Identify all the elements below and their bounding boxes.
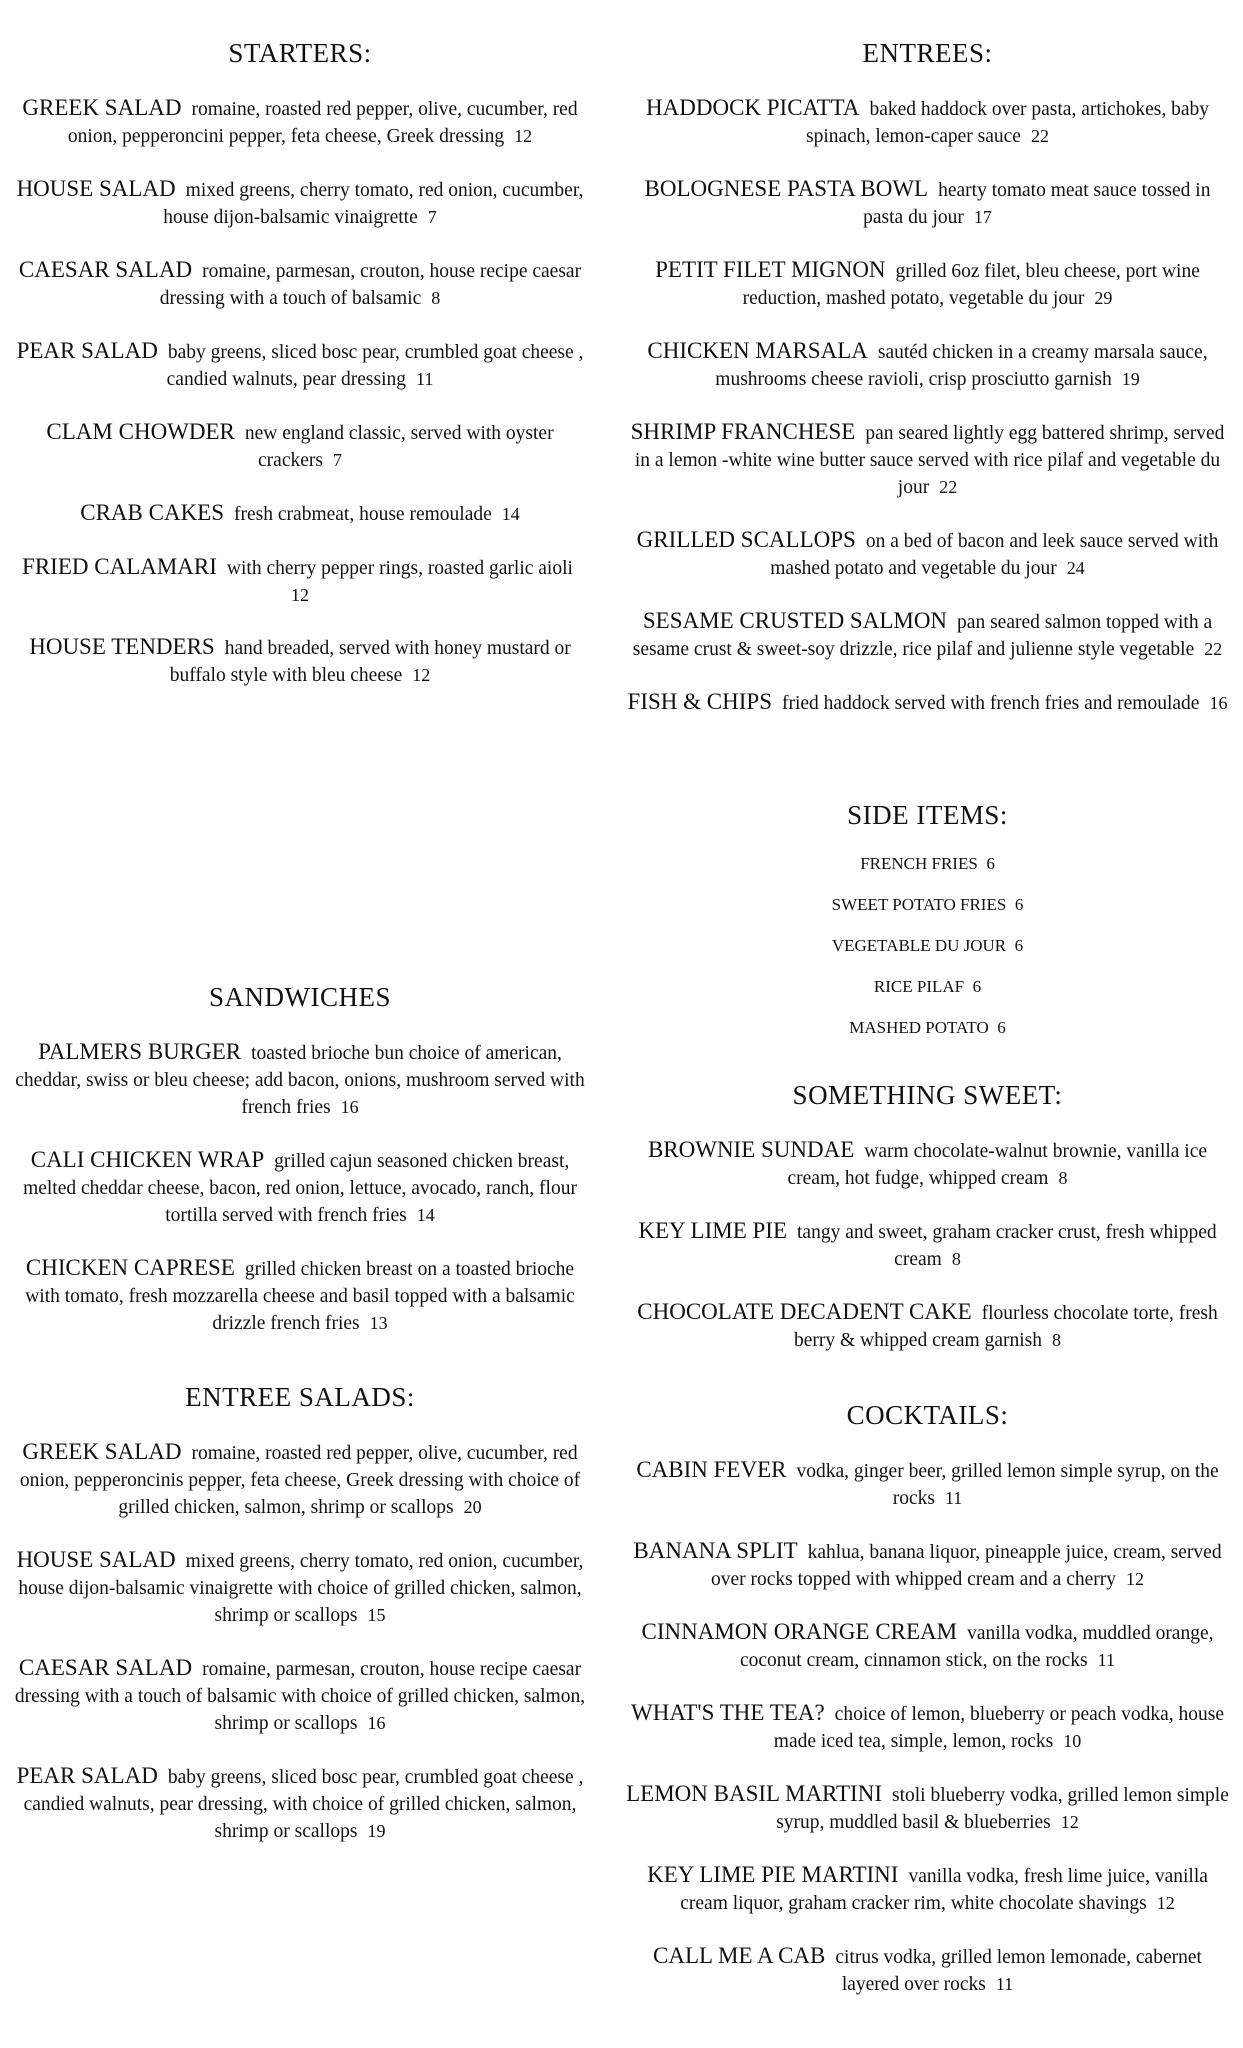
item-name: KEY LIME PIE MARTINI [647, 1862, 899, 1887]
item-description: grilled chicken breast on a toasted brioche with tomato, fresh mozzarella cheese and basil topped with a balsamic drizzle french fries [25, 1259, 575, 1334]
item-price: 6 [972, 977, 982, 996]
entrees-section [612, 38, 1243, 743]
menu-item [0, 1255, 600, 1337]
item-price: 6 [1014, 895, 1024, 914]
item-price: 7 [332, 450, 342, 470]
item-name: CAESAR SALAD [18, 257, 193, 282]
item-price: 12 [1060, 1812, 1079, 1832]
item-name: VEGETABLE DU JOUR [831, 936, 1007, 955]
item-price: 29 [1094, 288, 1113, 308]
item-name: FRIED CALAMARI [22, 554, 217, 579]
item-price: 11 [944, 1488, 963, 1508]
item-price: 8 [431, 288, 441, 308]
item-price: 14 [416, 1205, 435, 1225]
item-description: baby greens, sliced bosc pear, crumbled goat cheese , candied walnuts, pear dressing, with choice of grilled chicken, salmon, shrimp or scallops [23, 1767, 584, 1842]
starters-section [0, 38, 600, 715]
item-description: with cherry pepper rings, roasted garlic aioli [226, 558, 573, 579]
item-price: 6 [1014, 936, 1024, 955]
menu-item [612, 338, 1243, 393]
side-item [612, 1017, 1243, 1039]
item-name: HOUSE SALAD [16, 1547, 176, 1572]
item-price: 12 [291, 585, 309, 605]
item-description: pan seared lightly egg battered shrimp, served in a lemon -white wine butter sauce served with rice pilaf and vegetable du jour [634, 423, 1225, 498]
item-price: 11 [995, 1974, 1014, 1994]
item-price: 12 [1126, 1569, 1144, 1589]
item-description: new england classic, served with oyster crackers [244, 423, 554, 471]
item-name: HOUSE TENDERS [29, 634, 215, 659]
menu-item [612, 1457, 1243, 1512]
item-name: CLAM CHOWDER [46, 419, 235, 444]
menu-item [612, 1781, 1243, 1836]
item-name: WHAT'S THE TEA? [631, 1700, 825, 1725]
menu-item [0, 176, 600, 231]
item-price: 22 [939, 477, 958, 497]
item-price: 8 [1058, 1168, 1068, 1188]
item-name: BANANA SPLIT [633, 1538, 798, 1563]
item-description: grilled 6oz filet, bleu cheese, port wine reduction, mashed potato, vegetable du jour [742, 261, 1200, 309]
item-description: warm chocolate-walnut brownie, vanilla ice cream, hot fudge, whipped cream [787, 1141, 1208, 1189]
side-items-section [612, 800, 1243, 1058]
item-name: FISH & CHIPS [627, 689, 772, 714]
menu-item [612, 689, 1243, 717]
item-description: vanilla vodka, fresh lime juice, vanilla cream liquor, graham cracker rim, white chocolate shavings [680, 1866, 1208, 1914]
menu-item [612, 1538, 1243, 1593]
item-description: tangy and sweet, graham cracker crust, fresh whipped cream [797, 1222, 1217, 1270]
section-title: STARTERS: [228, 38, 372, 68]
menu-item [612, 1943, 1243, 1998]
menu-item [612, 1218, 1243, 1273]
item-price: 16 [340, 1097, 359, 1117]
menu-item [612, 608, 1243, 663]
section-title: SANDWICHES [208, 982, 391, 1012]
something-sweet-section [612, 1080, 1243, 1380]
item-name: MASHED POTATO [849, 1018, 989, 1037]
menu-item [0, 419, 600, 474]
item-name: HOUSE SALAD [16, 176, 176, 201]
item-name: CALI CHICKEN WRAP [30, 1147, 265, 1172]
item-description: baby greens, sliced bosc pear, crumbled goat cheese , candied walnuts, pear dressing [166, 342, 584, 390]
menu-item [612, 1862, 1243, 1917]
item-name: CINNAMON ORANGE CREAM [641, 1619, 958, 1644]
item-price: 10 [1063, 1731, 1082, 1751]
cocktails-section [612, 1400, 1243, 2024]
menu-item [0, 1439, 600, 1521]
item-price: 19 [1121, 369, 1140, 389]
item-description: toasted brioche bun choice of american, cheddar, swiss or bleu cheese; add bacon, onions, mushroom served with french fries [15, 1043, 585, 1118]
item-name: LEMON BASIL MARTINI [626, 1781, 882, 1806]
menu-item [0, 1039, 600, 1121]
item-description: romaine, parmesan, crouton, house recipe caesar dressing with a touch of balsamic [159, 261, 582, 309]
item-name: CHOCOLATE DECADENT CAKE [637, 1299, 972, 1324]
item-price: 11 [1097, 1650, 1115, 1670]
side-item [612, 976, 1243, 998]
item-description: pan seared salmon topped with a sesame crust & sweet-soy drizzle, rice pilaf and julienne style vegetable [632, 612, 1213, 660]
section-title: ENTREES: [862, 38, 993, 68]
menu-item [612, 1299, 1243, 1354]
item-name: KEY LIME PIE [638, 1218, 787, 1243]
item-name: SESAME CRUSTED SALMON [642, 608, 948, 633]
item-name: PEAR SALAD [16, 338, 158, 363]
item-price: 6 [997, 1018, 1006, 1037]
side-item [612, 894, 1243, 916]
item-name: CHICKEN CAPRESE [25, 1255, 235, 1280]
item-description: hearty tomato meat sauce tossed in pasta du jour [863, 180, 1211, 228]
item-description: romaine, roasted red pepper, olive, cucumber, red onion, pepperoncini pepper, feta cheese, Greek dressing [67, 99, 578, 147]
side-item [612, 935, 1243, 957]
item-price: 19 [367, 1821, 386, 1841]
menu-item [612, 1619, 1243, 1674]
item-name: RICE PILAF [873, 977, 965, 996]
item-price: 16 [367, 1713, 386, 1733]
menu-item [0, 1147, 600, 1229]
menu-item [0, 338, 600, 393]
item-name: GREEK SALAD [22, 95, 182, 120]
item-price: 6 [986, 854, 995, 873]
item-description: kahlua, banana liquor, pineapple juice, cream, served over rocks topped with whipped cream and a cherry [710, 1542, 1222, 1590]
item-name: CRAB CAKES [80, 500, 225, 525]
menu-item [0, 1547, 600, 1629]
menu-item [0, 1763, 600, 1845]
item-price: 14 [501, 504, 520, 524]
menu-item [0, 1655, 600, 1737]
item-price: 7 [427, 207, 437, 227]
menu-item [0, 95, 600, 150]
item-name: PALMERS BURGER [38, 1039, 242, 1064]
side-item [612, 853, 1243, 875]
item-name: SWEET POTATO FRIES [831, 895, 1007, 914]
item-description: fresh crabmeat, house remoulade [234, 504, 492, 525]
item-price: 16 [1209, 693, 1228, 713]
section-title: COCKTAILS: [846, 1400, 1009, 1430]
menu-item [612, 95, 1243, 150]
item-description: fried haddock served with french fries and remoulade [781, 693, 1200, 714]
menu-item [612, 419, 1243, 501]
item-name: GREEK SALAD [22, 1439, 182, 1464]
item-description: choice of lemon, blueberry or peach vodka, house made iced tea, simple, lemon, rocks [773, 1704, 1224, 1752]
item-name: PEAR SALAD [16, 1763, 158, 1788]
item-description: hand breaded, served with honey mustard or buffalo style with bleu cheese [169, 638, 571, 686]
item-price: 12 [1156, 1893, 1175, 1913]
item-description: flourless chocolate torte, fresh berry & whipped cream garnish [794, 1303, 1218, 1351]
item-description: romaine, parmesan, crouton, house recipe caesar dressing with a touch of balsamic with choice of grilled chicken, salmon, shrimp or scallops [14, 1659, 586, 1734]
item-price: 12 [412, 665, 431, 685]
item-description: mixed greens, cherry tomato, red onion, cucumber, house dijon-balsamic vinaigrette with choice of grilled chicken, salmon, shrimp or scallops [18, 1551, 584, 1626]
sandwiches-section [0, 982, 600, 1363]
item-name: CABIN FEVER [636, 1457, 787, 1482]
item-name: CHICKEN MARSALA [647, 338, 868, 363]
section-title: SIDE ITEMS: [847, 800, 1008, 830]
item-name: CAESAR SALAD [18, 1655, 193, 1680]
menu-item [0, 257, 600, 312]
item-description: romaine, roasted red pepper, olive, cucumber, red onion, pepperoncinis pepper, feta cheese, Greek dressing with choice of grilled chicken, salmon, shrimp or scallops [19, 1443, 581, 1518]
item-description: vodka, ginger beer, grilled lemon simple syrup, on the rocks [796, 1461, 1219, 1509]
item-name: FRENCH FRIES [860, 854, 978, 873]
item-description: mixed greens, cherry tomato, red onion, cucumber, house dijon-balsamic vinaigrette [163, 180, 584, 228]
section-title: SOMETHING SWEET: [792, 1080, 1063, 1110]
item-name: HADDOCK PICATTA [646, 95, 860, 120]
menu-item [0, 554, 600, 608]
item-name: BOLOGNESE PASTA BOWL [644, 176, 929, 201]
entree-salads-section [0, 1382, 600, 1871]
item-price: 24 [1066, 558, 1085, 578]
section-title: ENTREE SALADS: [185, 1382, 415, 1412]
item-name: PETIT FILET MIGNON [655, 257, 886, 282]
item-description: grilled cajun seasoned chicken breast, melted cheddar cheese, bacon, red onion, lettuce, avocado, ranch, flour tortilla served with french fries [23, 1151, 577, 1226]
menu-item [612, 527, 1243, 582]
item-description: sautéd chicken in a creamy marsala sauce, mushrooms cheese ravioli, crisp prosciutto garnish [715, 342, 1208, 390]
menu-item [612, 1700, 1243, 1755]
menu-item [0, 500, 600, 528]
item-name: GRILLED SCALLOPS [636, 527, 856, 552]
item-name: BROWNIE SUNDAE [647, 1137, 855, 1162]
item-price: 13 [369, 1313, 388, 1333]
item-description: citrus vodka, grilled lemon lemonade, cabernet layered over rocks [835, 1947, 1202, 1995]
item-description: baked haddock over pasta, artichokes, baby spinach, lemon-caper sauce [806, 99, 1209, 147]
item-description: vanilla vodka, muddled orange, coconut cream, cinnamon stick, on the rocks [740, 1623, 1214, 1671]
item-price: 12 [514, 126, 533, 146]
menu-item [0, 634, 600, 689]
item-name: CALL ME A CAB [653, 1943, 826, 1968]
item-name: SHRIMP FRANCHESE [630, 419, 856, 444]
item-price: 11 [416, 369, 434, 389]
item-price: 17 [973, 207, 992, 227]
item-description: stoli blueberry vodka, grilled lemon simple syrup, muddled basil & blueberries [776, 1785, 1229, 1833]
menu-item [612, 257, 1243, 312]
item-price: 15 [367, 1605, 386, 1625]
item-price: 22 [1204, 639, 1223, 659]
item-price: 8 [1052, 1330, 1061, 1350]
item-price: 22 [1030, 126, 1049, 146]
item-price: 8 [951, 1249, 961, 1269]
menu-item [612, 1137, 1243, 1192]
item-price: 20 [463, 1497, 482, 1517]
item-description: on a bed of bacon and leek sauce served with mashed potato and vegetable du jour [770, 531, 1219, 579]
menu-item [612, 176, 1243, 231]
